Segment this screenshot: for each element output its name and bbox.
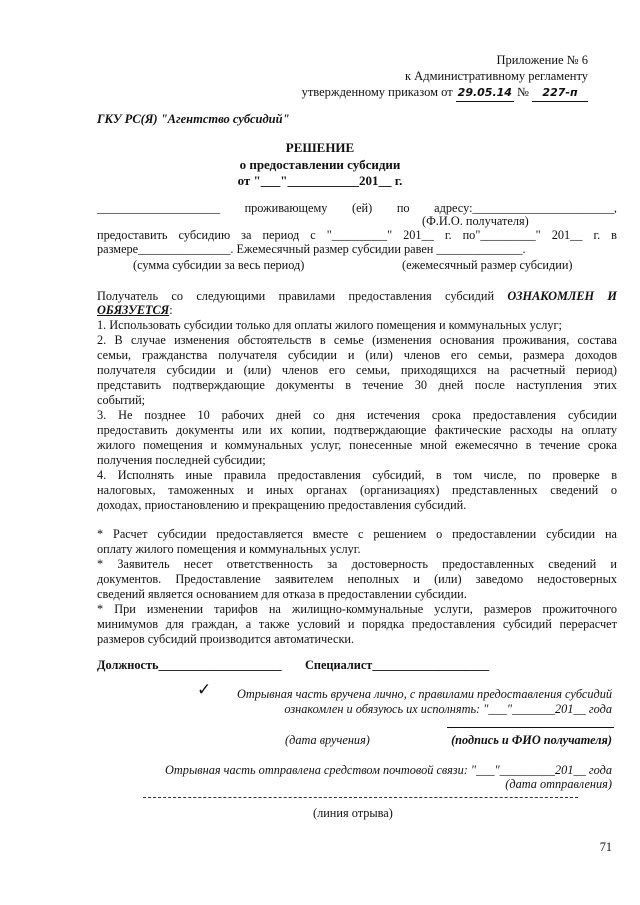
rule-item: налоговых, таможенных и иных органах (организациях) представленных сведений о [97, 483, 617, 497]
note-line: оплату жилого помещения и коммунальных услуг. [97, 542, 361, 556]
handover-date-caption: (дата вручения) [285, 733, 370, 747]
recipient-signature-caption: (подпись и ФИО получателя) [451, 733, 612, 747]
rule-item: семьи, гражданства получателя субсидии и (или) членов его семьи, размера доходов [97, 348, 617, 362]
rule-item: событий; [97, 393, 146, 407]
fio-caption: (Ф.И.О. получателя) [422, 214, 529, 228]
rules-intro-text: Получатель со следующими правилами предоставления субсидий [97, 289, 495, 303]
rule-item: 1. Использовать субсидии только для оплаты жилого помещения и коммунальных услуг; [97, 318, 562, 332]
rule-item: получателя субсидии и (или) членов его семьи, приходящихся на расчетный период) [97, 363, 617, 377]
rules-intro-obliged-word: ОБЯЗУЕТСЯ [97, 303, 170, 317]
note-line: документов. Предоставление заявителем неполных и (или) заведомо недостоверных [97, 572, 617, 586]
order-reference [302, 84, 588, 102]
subsidy-period-line: предоставить субсидию за период с "_________" 201__ г. по"_________" 201__ г. в [97, 228, 617, 242]
note-line: * Расчет субсидии предоставляется вместе с решением о предоставлении субсидии на [97, 527, 617, 541]
note-line: минимумов для граждан, а также условий и порядка предоставления субсидий перерасчет [97, 617, 617, 631]
tearoff-mail-line: Отрывная часть отправлена средством почтовой связи: "___"_________201__ года [165, 763, 612, 777]
organization-name: ГКУ РС(Я) "Агентство субсидий" [97, 112, 290, 126]
monthly-amount-caption: (ежемесячный размер субсидии) [402, 258, 573, 272]
regulation-reference: к Административному регламенту [404, 69, 588, 83]
signature-line [447, 727, 614, 728]
rules-intro-acknowledged: ОЗНАКОМЛЕН И [507, 289, 618, 303]
order-date-handwritten: 29.05.14 [456, 85, 514, 102]
rule-item: предоставить документы или их копии, подтверждающие фактические расходы на оплату [97, 423, 617, 437]
specialist-signature-field: Специалист___________________ [305, 658, 490, 672]
note-line: сведений является основанием для отказа в предоставлении субсидии. [97, 587, 467, 601]
recipient-address-line: ____________________ проживающему (ей) по адресу:_______________________, [97, 201, 617, 215]
decision-date-field: от "___"___________201__ г. [237, 173, 403, 188]
rule-item: доходах, приостановлению и прекращению предоставления субсидий. [97, 498, 467, 512]
mail-date-caption: (дата отправления) [505, 777, 612, 791]
rule-item: 4. Исполнять иные правила предоставления субсидий, в том числе, по проверке в [97, 468, 617, 482]
rule-item: жилого помещения и коммунальных услуг, понесенные мной ежемесячно в течение срока [97, 438, 617, 452]
order-number-handwritten: 227-п [532, 85, 588, 102]
position-signature-field: Должность____________________ [97, 658, 282, 672]
note-line: * Заявитель несет ответственность за достоверность предоставленных сведений и [97, 557, 617, 571]
rule-item: 2. В случае изменения обстоятельств в семье (изменения основания проживания, состава [97, 333, 617, 347]
note-line: размеров субсидий производится автоматически. [97, 632, 355, 646]
total-amount-caption: (сумма субсидии за весь период) [133, 258, 305, 272]
rules-intro-colon: : [169, 303, 173, 317]
tear-line [143, 797, 578, 798]
order-number-sign: № [516, 85, 529, 99]
tear-line-caption: (линия отрыва) [313, 806, 393, 820]
page-number: 71 [599, 840, 612, 854]
rules-intro [97, 289, 617, 304]
tearoff-handed-line2: ознакомлен и обязуюсь их исполнять: "___"_______201__ года [284, 702, 612, 716]
document-title: РЕШЕНИЕ [285, 140, 355, 155]
rules-intro-obliged [97, 303, 173, 318]
document-subtitle: о предоставлении субсидии [239, 157, 401, 172]
checkmark-icon: ✓ [197, 680, 212, 700]
tearoff-handed-line1: Отрывная часть вручена лично, с правилами предоставления субсидий [237, 687, 612, 701]
order-prefix: утвержденному приказом от [301, 85, 453, 99]
subsidy-amount-line: размере_______________. Ежемесячный размер субсидии равен ______________. [97, 242, 526, 256]
rule-item: представить подтверждающие документы в течение 30 дней после наступления этих [97, 378, 617, 392]
rule-item: 3. Не позднее 10 рабочих дней со дня истечения срока предоставления субсидии [97, 408, 617, 422]
appendix-number: Приложение № 6 [496, 53, 588, 67]
note-line: * При изменении тарифов на жилищно-коммунальные услуги, размеров прожиточного [97, 602, 617, 616]
rule-item: получения последней субсидии; [97, 453, 266, 467]
